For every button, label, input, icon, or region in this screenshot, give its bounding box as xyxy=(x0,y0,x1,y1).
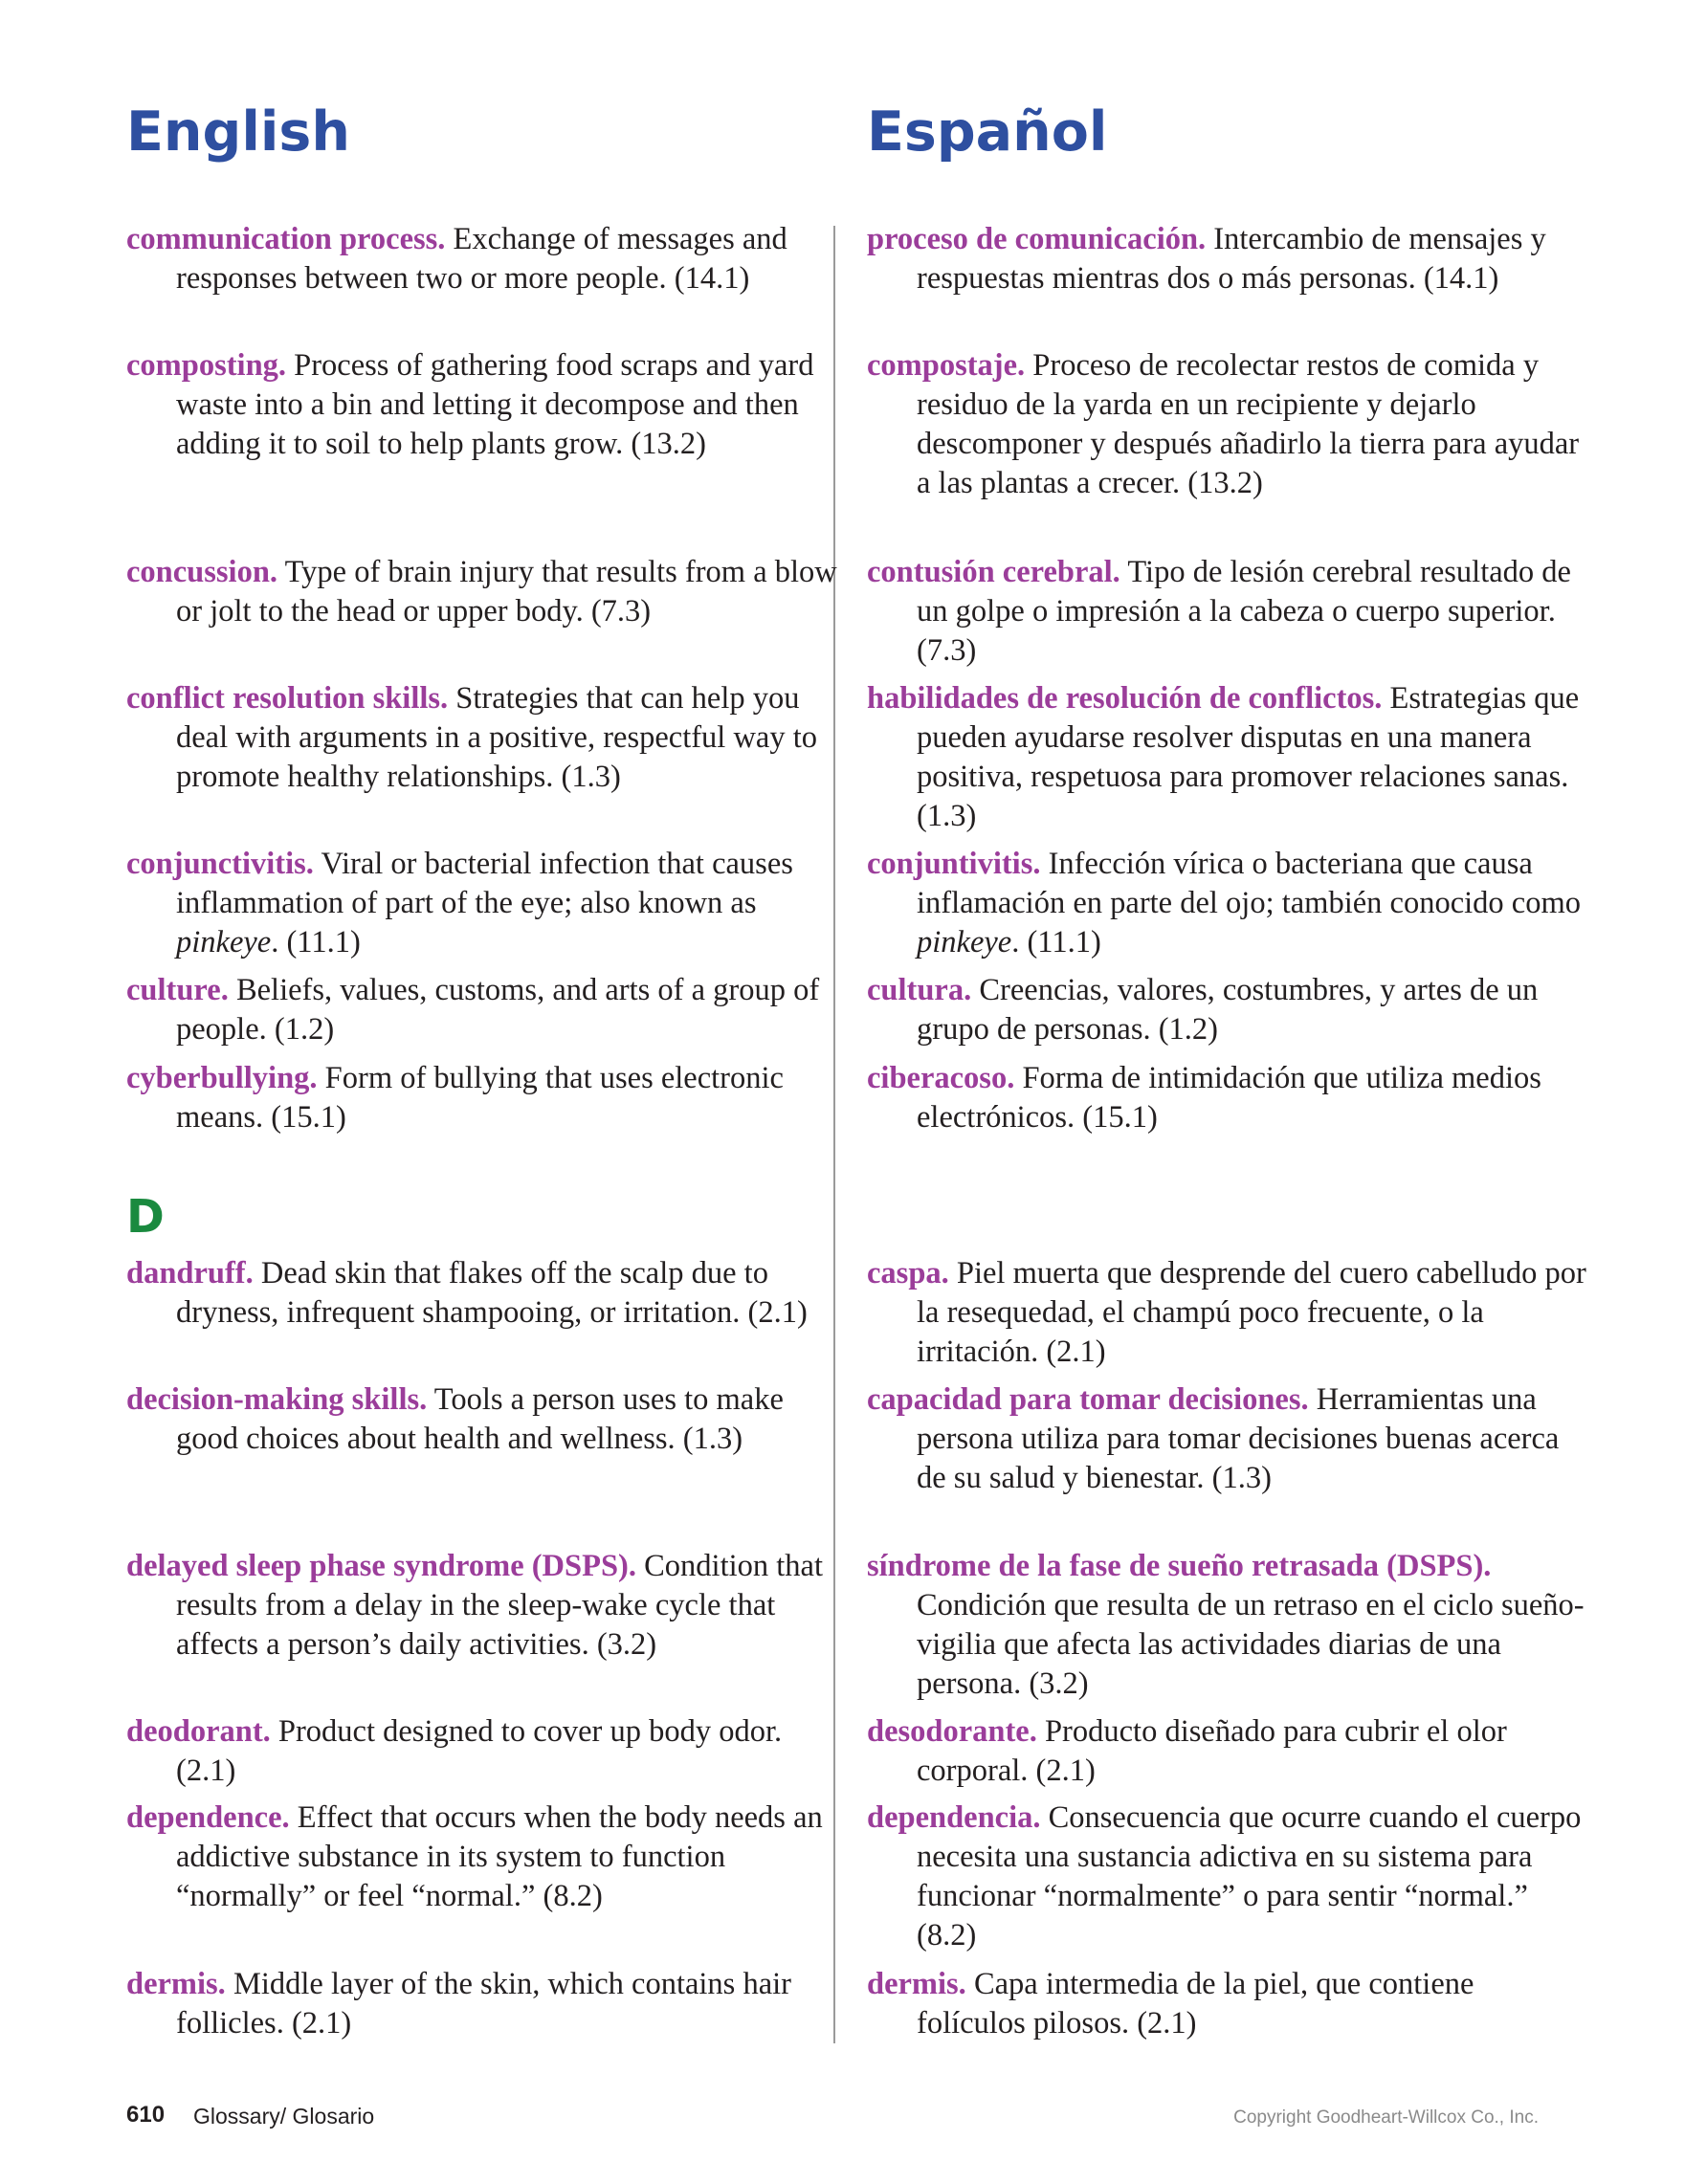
glossary-entry-en xyxy=(126,679,846,797)
glossary-entry-es xyxy=(867,346,1586,503)
glossary-entry-es xyxy=(867,1965,1586,2043)
glossary-term: cultura. xyxy=(867,973,972,1007)
glossary-definition: Form of bullying that uses electronic means. (15.1) xyxy=(176,1061,784,1135)
glossary-entry-es xyxy=(867,220,1586,298)
glossary-entry-es xyxy=(867,553,1586,671)
running-head: Glossary/ Glosario xyxy=(193,2104,375,2129)
glossary-definition-end: . (11.1) xyxy=(271,925,361,960)
glossary-term: deodorant. xyxy=(126,1714,271,1749)
glossary-term: compostaje. xyxy=(867,348,1026,383)
glossary-entry-en xyxy=(126,1380,846,1459)
glossary-term: síndrome de la fase de sueño retrasada (DSPS). xyxy=(867,1549,1492,1583)
glossary-definition: Intercambio de mensajes y respuestas mientras dos o más personas. (14.1) xyxy=(917,222,1546,296)
glossary-italic-term: pinkeye xyxy=(917,925,1012,960)
glossary-definition: Process of gathering food scraps and yard waste into a bin and letting it decompose and then adding it to soil to help plants grow. (13.2) xyxy=(176,348,814,461)
glossary-definition: Herramientas una persona utiliza para tomar decisiones buenas acerca de su salud y bienestar. (1.3) xyxy=(917,1382,1560,1495)
glossary-entry-en xyxy=(126,1254,846,1333)
glossary-term: conjunctivitis. xyxy=(126,847,314,881)
glossary-definition: Tipo de lesión cerebral resultado de un golpe o impresión a la cabeza o cuerpo superior. (7.3) xyxy=(917,555,1571,668)
glossary-entry-es xyxy=(867,1798,1586,1955)
glossary-definition: Effect that occurs when the body needs an addictive substance in its system to function “normally” or feel “normal.” (8.2) xyxy=(176,1800,823,1913)
glossary-term: composting. xyxy=(126,348,287,383)
glossary-definition: Creencias, valores, costumbres, y artes de un grupo de personas. (1.2) xyxy=(917,973,1539,1047)
glossary-term: delayed sleep phase syndrome (DSPS). xyxy=(126,1549,636,1583)
glossary-term: dermis. xyxy=(126,1967,226,2001)
glossary-term: capacidad para tomar decisiones. xyxy=(867,1382,1309,1417)
glossary-entry-es xyxy=(867,1254,1586,1372)
glossary-entry-es xyxy=(867,1547,1586,1704)
glossary-definition: Beliefs, values, customs, and arts of a group of people. (1.2) xyxy=(176,973,820,1047)
glossary-term: caspa. xyxy=(867,1256,949,1291)
glossary-definition: Forma de intimidación que utiliza medios electrónicos. (15.1) xyxy=(917,1061,1541,1135)
glossary-definition: Type of brain injury that results from a blow or jolt to the head or upper body. (7.3) xyxy=(176,555,837,629)
glossary-entry-en xyxy=(126,346,846,464)
glossary-term: decision-making skills. xyxy=(126,1382,428,1417)
glossary-definition: Consecuencia que ocurre cuando el cuerpo necesita una sustancia adictiva en su sistema para funcionar “normalmente” o para sentir “normal.” (8.2) xyxy=(917,1800,1582,1952)
glossary-term: ciberacoso. xyxy=(867,1061,1015,1095)
glossary-definition: Condición que resulta de un retraso en el ciclo sueño-vigilia que afecta las actividades diarias de una persona. (3.2) xyxy=(917,1588,1585,1701)
glossary-definition: Capa intermedia de la piel, que contiene folículos pilosos. (2.1) xyxy=(917,1967,1474,2041)
glossary-definition: Infección vírica o bacteriana que causa inflamación en parte del ojo; también conocido como xyxy=(917,847,1582,920)
glossary-definition: Tools a person uses to make good choices about health and wellness. (1.3) xyxy=(176,1382,784,1456)
glossary-definition-end: . (11.1) xyxy=(1011,925,1101,960)
glossary-definition: Dead skin that flakes off the scalp due to dryness, infrequent shampooing, or irritation. (2.1) xyxy=(176,1256,808,1330)
glossary-definition: Condition that results from a delay in the sleep-wake cycle that affects a person’s daily activities. (3.2) xyxy=(176,1549,823,1662)
glossary-term: habilidades de resolución de conflictos. xyxy=(867,681,1383,716)
glossary-definition: Viral or bacterial infection that causes inflammation of part of the eye; also known as xyxy=(176,847,793,920)
glossary-entry-en xyxy=(126,1059,846,1137)
english-heading: English xyxy=(126,100,350,164)
glossary-term: conjuntivitis. xyxy=(867,847,1041,881)
glossary-entry-es xyxy=(867,845,1586,962)
glossary-entry-en xyxy=(126,1798,846,1916)
glossary-term: proceso de comunicación. xyxy=(867,222,1207,256)
glossary-term: desodorante. xyxy=(867,1714,1037,1749)
copyright-notice: Copyright Goodheart-Willcox Co., Inc. xyxy=(1233,2107,1539,2128)
glossary-entry-en xyxy=(126,1712,846,1791)
glossary-definition: Proceso de recolectar restos de comida y residuo de la yarda en un recipiente y dejarlo descomponer y después añadirlo la tierra para ayudar a las plantas a crecer. (13.2) xyxy=(917,348,1580,500)
glossary-italic-term: pinkeye xyxy=(176,925,272,960)
glossary-term: dermis. xyxy=(867,1967,966,2001)
glossary-term: culture. xyxy=(126,973,229,1007)
glossary-term: dandruff. xyxy=(126,1256,254,1291)
glossary-definition: Producto diseñado para cubrir el olor corporal. (2.1) xyxy=(917,1714,1507,1788)
glossary-definition: Strategies that can help you deal with arguments in a positive, respectful way to promote healthy relationships. (1.3) xyxy=(176,681,817,794)
glossary-term: concussion. xyxy=(126,555,278,589)
glossary-entry-en xyxy=(126,553,846,631)
glossary-entry-en xyxy=(126,1547,846,1665)
glossary-definition: Estrategias que pueden ayudarse resolver disputas en una manera positiva, respetuosa para promover relaciones sanas. (1.3) xyxy=(917,681,1580,833)
section-letter: D xyxy=(126,1190,165,1244)
glossary-entry-en xyxy=(126,971,846,1049)
glossary-definition: Product designed to cover up body odor. (2.1) xyxy=(176,1714,783,1788)
glossary-entry-es xyxy=(867,1380,1586,1498)
page-number: 610 xyxy=(126,2102,166,2128)
glossary-entry-es xyxy=(867,971,1586,1049)
glossary-entry-en xyxy=(126,220,846,298)
glossary-definition: Exchange of messages and responses between two or more people. (14.1) xyxy=(176,222,787,296)
glossary-term: dependencia. xyxy=(867,1800,1041,1835)
glossary-entry-es xyxy=(867,1059,1586,1137)
glossary-entry-es xyxy=(867,679,1586,836)
spanish-heading: Español xyxy=(867,100,1108,164)
glossary-entry-en xyxy=(126,1965,846,2043)
glossary-definition: Piel muerta que desprende del cuero cabelludo por la resequedad, el champú poco frecuente, o la irritación. (2.1) xyxy=(917,1256,1586,1369)
glossary-entry-es xyxy=(867,1712,1586,1791)
glossary-term: communication process. xyxy=(126,222,446,256)
glossary-definition: Middle layer of the skin, which contains hair follicles. (2.1) xyxy=(176,1967,791,2041)
glossary-term: cyberbullying. xyxy=(126,1061,318,1095)
glossary-term: conflict resolution skills. xyxy=(126,681,449,716)
glossary-entry-en xyxy=(126,845,846,962)
glossary-term: contusión cerebral. xyxy=(867,555,1120,589)
glossary-term: dependence. xyxy=(126,1800,290,1835)
